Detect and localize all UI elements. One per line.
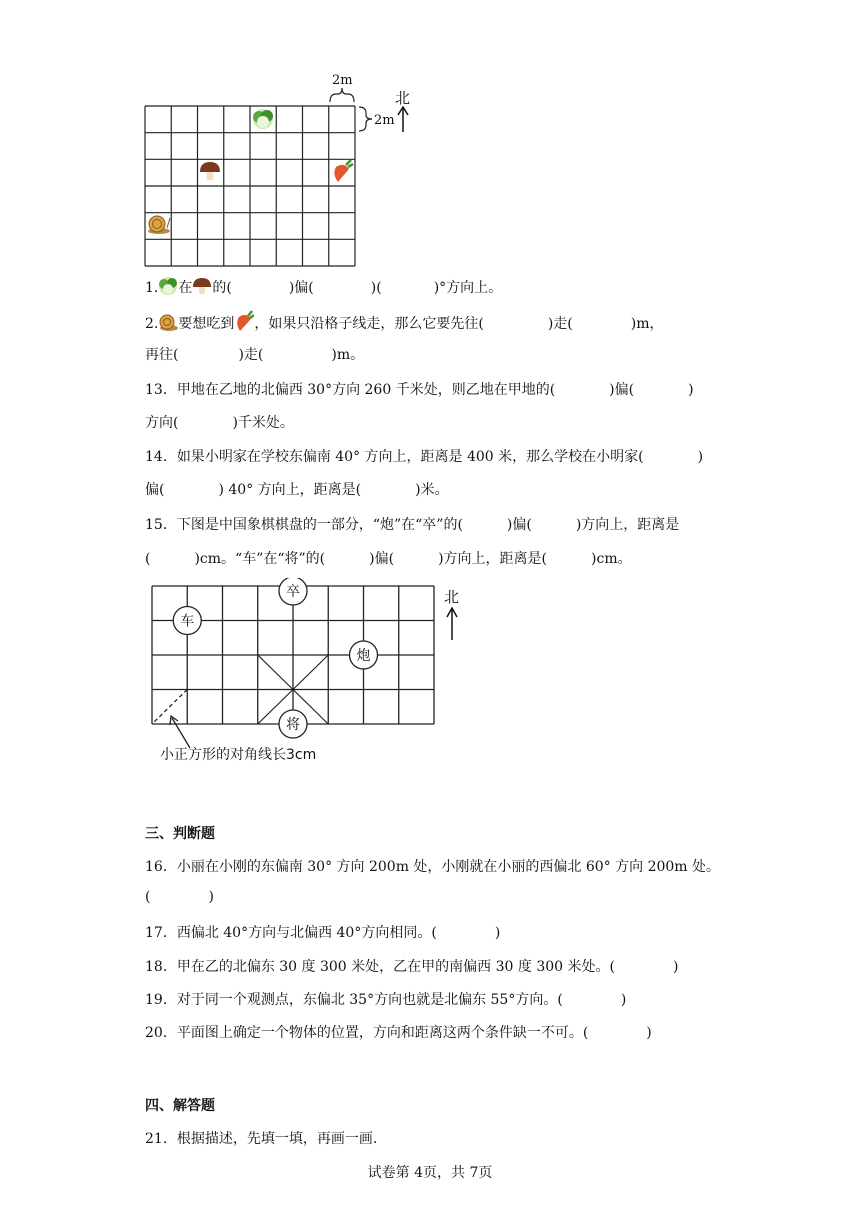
svg-text:车: 车 bbox=[180, 613, 195, 630]
text: 16．小丽在小刚的东偏南 30° 方向 200m 处，小刚就在小丽的西偏北 60° 方向 200m 处。 bbox=[145, 859, 721, 875]
question-14-cont bbox=[145, 479, 449, 499]
question-15 bbox=[145, 514, 679, 534]
text: )cm。“车”在“将”的( bbox=[194, 551, 326, 567]
svg-text:将: 将 bbox=[286, 717, 300, 733]
text: )走( bbox=[547, 316, 573, 332]
board-grid bbox=[152, 586, 434, 724]
text: 再往( bbox=[145, 347, 179, 363]
mushroom-icon bbox=[200, 162, 220, 180]
section-title: 四、解答题 bbox=[145, 1098, 215, 1114]
question-20 bbox=[145, 1022, 652, 1042]
text: )m。 bbox=[331, 347, 365, 363]
mushroom-icon bbox=[192, 276, 212, 296]
text: )偏( bbox=[369, 551, 395, 567]
north-arrow-icon bbox=[398, 107, 408, 132]
text: 19．对于同一个观测点，东偏北 35°方向也就是北偏东 55°方向。( bbox=[145, 992, 563, 1008]
question-14 bbox=[145, 446, 703, 466]
text: 方向( bbox=[145, 415, 179, 431]
text: 17．西偏北 40°方向与北偏西 40°方向相同。( bbox=[145, 925, 437, 941]
chess-piece-che bbox=[173, 607, 201, 635]
scale-brace-horizontal bbox=[330, 88, 354, 102]
north-label: 北 bbox=[444, 588, 460, 606]
text: ) bbox=[494, 925, 501, 941]
text: 在 bbox=[178, 280, 193, 296]
text: 13．甲地在乙地的北偏西 30°方向 260 千米处，则乙地在甲地的( bbox=[145, 382, 556, 398]
question-13 bbox=[145, 379, 694, 399]
question-16 bbox=[145, 856, 720, 876]
scale-brace-vertical bbox=[359, 107, 372, 131]
text: )方向上，距离是 bbox=[575, 517, 680, 533]
diagonal-note: 小正方形的对角线长3cm bbox=[160, 747, 317, 763]
svg-text:卒: 卒 bbox=[286, 584, 300, 600]
snail-icon bbox=[158, 314, 178, 332]
question-1 bbox=[145, 276, 502, 297]
text: )°方向上。 bbox=[433, 280, 503, 296]
question-17 bbox=[145, 922, 500, 942]
north-arrow-icon bbox=[447, 608, 457, 640]
grid-map-figure bbox=[140, 70, 430, 270]
text: )方向上，距离是( bbox=[438, 551, 548, 567]
text: 的( bbox=[212, 280, 232, 296]
text: )cm。 bbox=[591, 551, 632, 567]
question-2-cont bbox=[145, 344, 364, 364]
question-13-cont bbox=[145, 412, 294, 432]
diagonal-dashed-line bbox=[152, 690, 187, 725]
chess-board-figure bbox=[140, 578, 480, 773]
text: )走( bbox=[238, 347, 264, 363]
text: 20．平面图上确定一个物体的位置，方向和距离这两个条件缺一不可。( bbox=[145, 1025, 589, 1041]
question-19 bbox=[145, 989, 626, 1009]
text: ) bbox=[672, 959, 679, 975]
chess-piece-pao bbox=[350, 641, 378, 669]
text: )米。 bbox=[415, 482, 449, 498]
snail-icon bbox=[148, 216, 170, 234]
north-label: 北 bbox=[395, 89, 411, 107]
section-title: 三、判断题 bbox=[145, 826, 215, 842]
text: )偏( bbox=[288, 280, 314, 296]
text: ) 40° 方向上，距离是( bbox=[218, 482, 362, 498]
text: ( bbox=[145, 551, 151, 567]
text: ( bbox=[145, 889, 151, 905]
text: 18．甲在乙的北偏东 30 度 300 米处，乙在甲的南偏西 30 度 300 米处。( bbox=[145, 959, 615, 975]
carrot-icon bbox=[234, 310, 254, 332]
question-21 bbox=[145, 1128, 377, 1148]
question-15-cont bbox=[145, 548, 632, 568]
text: ) bbox=[620, 992, 627, 1008]
scale-label-horizontal: 2m bbox=[332, 73, 353, 88]
question-2 bbox=[145, 310, 664, 333]
chess-piece-jiang bbox=[279, 710, 307, 738]
chess-piece-zu bbox=[279, 578, 307, 605]
grid-lines bbox=[145, 106, 355, 266]
svg-text:炮: 炮 bbox=[356, 648, 371, 664]
question-16-cont bbox=[145, 889, 214, 905]
text: )千米处。 bbox=[232, 415, 294, 431]
scale-label-vertical: 2m bbox=[374, 113, 395, 128]
text: )( bbox=[370, 280, 382, 296]
text: 21．根据描述，先填一填，再画一画. bbox=[145, 1131, 378, 1147]
cabbage-icon bbox=[253, 109, 273, 129]
cabbage-icon bbox=[158, 276, 178, 296]
text: )m， bbox=[630, 316, 664, 332]
question-18 bbox=[145, 956, 678, 976]
text: 15．下图是中国象棋棋盘的一部分，“炮”在“卒”的( bbox=[145, 517, 463, 533]
page-footer: 试卷第 4页，共 7页 bbox=[367, 1165, 493, 1181]
text: ) bbox=[688, 382, 694, 398]
text: 14．如果小明家在学校东偏南 40° 方向上，距离是 400 米，那么学校在小明家( bbox=[145, 449, 644, 465]
text: )偏( bbox=[506, 517, 532, 533]
question-number: 1. bbox=[145, 280, 159, 296]
text: ) bbox=[208, 889, 214, 905]
text: 偏( bbox=[145, 482, 165, 498]
text: ，如果只沿格子线走，那么它要先往( bbox=[254, 316, 484, 332]
question-number: 2. bbox=[145, 316, 159, 332]
text: )偏( bbox=[609, 382, 635, 398]
text: ) bbox=[697, 449, 704, 465]
text: 要想吃到 bbox=[178, 316, 235, 332]
carrot-icon bbox=[334, 160, 353, 182]
text: ) bbox=[646, 1025, 652, 1041]
